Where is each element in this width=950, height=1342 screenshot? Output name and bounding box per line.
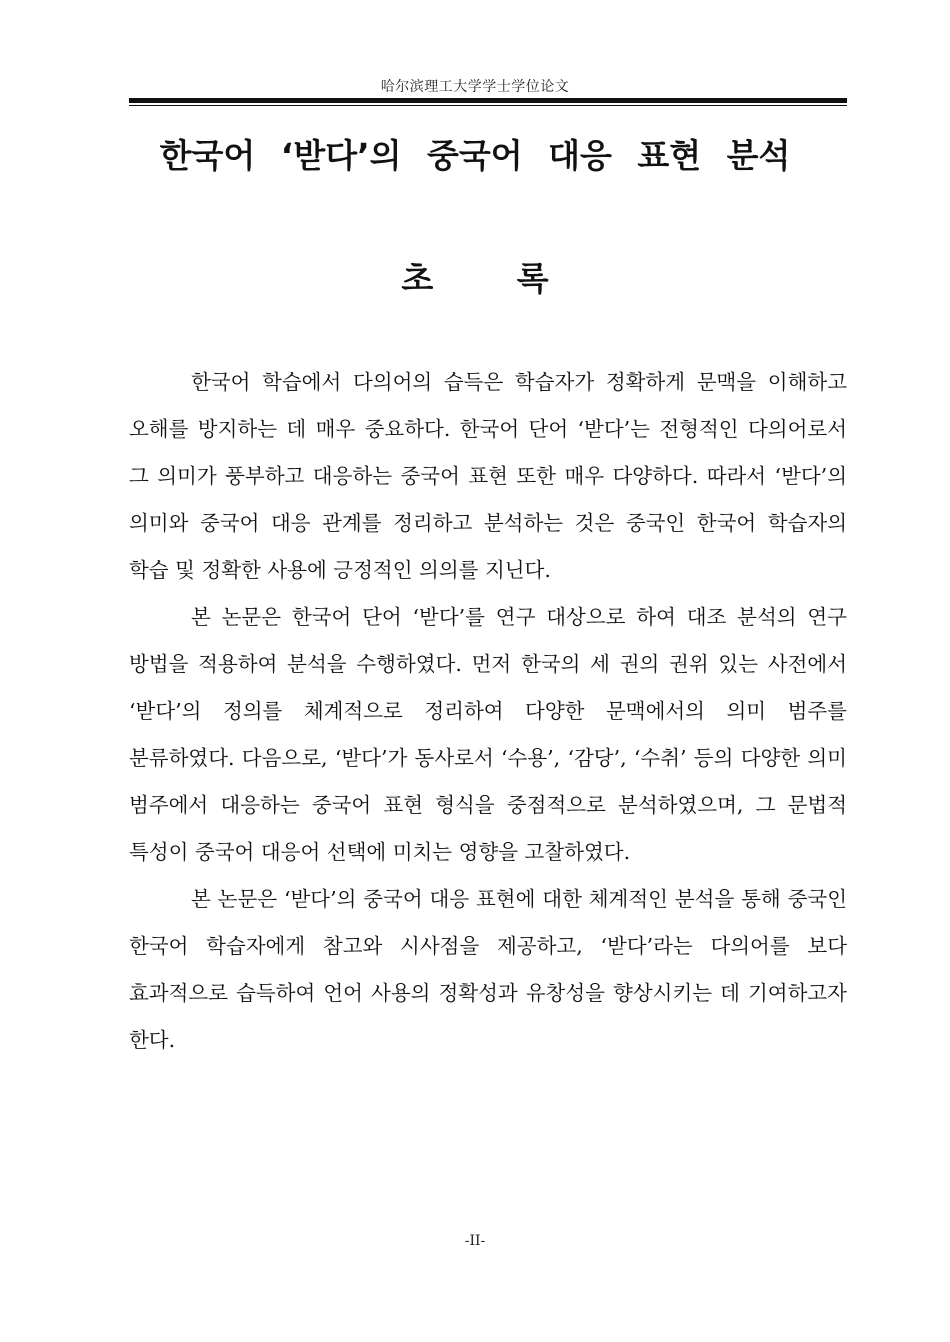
abstract-heading: 초 록	[401, 259, 585, 298]
abstract-body	[129, 359, 847, 1064]
header-rule	[129, 98, 847, 103]
header-rule-thin	[129, 105, 847, 106]
abstract-paragraph-2: 본 논문은 한국어 단어 ‘받다’를 연구 대상으로 하여 대조 분석의 연구 방법을 적용하여 분석을 수행하였다. 먼저 한국의 세 권의 권위 있는 사전에서 ‘받다’의 정의를 체계적으로 정리하여 다양한 문맥에서의 의미 범주를 분류하였다. 다음으로, ‘받다’가 동사로서 ‘수용’, ‘감당’, ‘수취’ 등의 다양한 의미 범주에서 대응하는 중국어 표현 형식을 중점적으로 분석하였으며, 그 문법적 특성이 중국어 대응어 선택에 미치는 영향을 고찰하였다.	[129, 605, 847, 864]
page-number: -II-	[464, 1233, 486, 1249]
paper-title: 한국어 ‘받다’의 중국어 대응 표현 분석	[159, 136, 791, 175]
running-header: 哈尔滨理工大学学士学位论文	[380, 79, 570, 95]
abstract-paragraph-1: 한국어 학습에서 다의어의 습득은 학습자가 정확하게 문맥을 이해하고 오해를 방지하는 데 매우 중요하다. 한국어 단어 ‘받다’는 전형적인 다의어로서 그 의미가 풍부하고 대응하는 중국어 표현 또한 매우 다양하다. 따라서 ‘받다’의 의미와 중국어 대응 관계를 정리하고 분석하는 것은 중국인 한국어 학습자의 학습 및 정확한 사용에 긍정적인 의의를 지닌다.	[129, 370, 847, 582]
abstract-paragraph-3: 본 논문은 ‘받다’의 중국어 대응 표현에 대한 체계적인 분석을 통해 중국인 한국어 학습자에게 참고와 시사점을 제공하고, ‘받다’라는 다의어를 보다 효과적으로 습득하여 언어 사용의 정확성과 유창성을 향상시키는 데 기여하고자 한다.	[129, 887, 847, 1052]
